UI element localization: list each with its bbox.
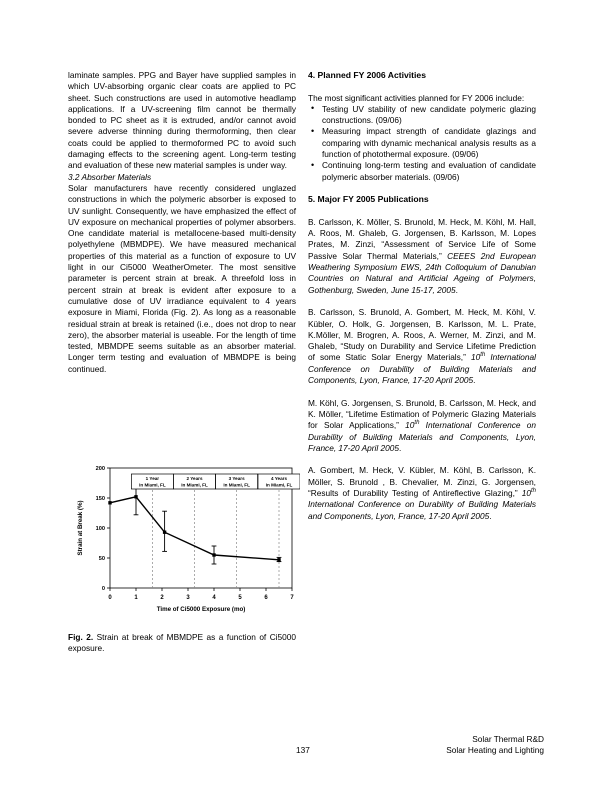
publication-authors-title: A. Gombert, M. Heck, V. Kübler, M. Köhl, B. Carlsson, K. Möller, S. Brunold , B. Chevalier, M. Zinzi, G. Jorgensen, “Results of Durability Testing of Antireflective Glazing,” — [308, 465, 536, 498]
figure-caption-label: Fig. 2. — [68, 632, 94, 642]
publication-edition-number: 10 — [470, 352, 481, 363]
publication-edition-number: 10 — [405, 420, 415, 431]
footer-line-2: Solar Heating and Lighting — [446, 745, 544, 756]
publication-authors-title: M. Köhl, G. Jorgensen, S. Brunold, B. Carlsson, M. Heck, and K. Möller, “Lifetime Estimation of Polymeric Glazing Materials for Solar Applications,” — [308, 397, 536, 431]
publication-venue: International Conference on Durability of Building Materials and Components, Lyon, France, 17-20 April 2005 — [308, 352, 536, 386]
publication-tail: . — [399, 442, 402, 453]
publication-venue: CEEES 2nd European Weathering Symposium EWS, 24th Colloquium of Danubian Countries on Natural and Artificial Ageing of Polymers, Gothenburg, Sweden, June 15-17, 2005 — [308, 250, 536, 295]
publication-entry — [308, 398, 536, 454]
spacer — [308, 454, 536, 465]
publication-tail: . — [455, 284, 458, 295]
publications-list — [308, 217, 536, 522]
chart-data-point — [277, 558, 280, 561]
chart-x-tick-label: 1 — [134, 595, 138, 601]
publication-edition-suffix: th — [530, 488, 536, 495]
chart-x-tick-label: 3 — [186, 595, 190, 601]
chart-annotation-line-2: in Miami, FL — [223, 482, 250, 488]
chart-y-tick-label: 150 — [95, 496, 105, 503]
page-footer — [0, 734, 612, 775]
chart-y-tick-label: 200 — [95, 466, 105, 473]
publication-tail: . — [473, 375, 476, 386]
planned-activities-list — [308, 104, 536, 183]
chart-annotation-line-1: 1 Year — [145, 476, 160, 482]
spacer — [308, 81, 536, 92]
figure-caption-text: Strain at break of MBMDPE as a function of Ci5000 exposure. — [68, 632, 296, 654]
chart-x-tick-label: 5 — [238, 595, 242, 601]
figure-2 — [68, 458, 300, 655]
chart-y-tick-label: 0 — [101, 586, 105, 593]
chart-x-tick-label: 7 — [290, 595, 294, 601]
chart-strain-at-break — [68, 458, 300, 626]
publication-authors-title: B. Carlsson, K. Möller, S. Brunold, M. Heck, M. Köhl, M. Hall, A. Roos, M. Ghaleb, G. Jorgensen, B. Karlsson, M. Lopes Prates, M. Zinzi, “Assessment of Service Life of Some Passive Solar Thermal Materials,” — [308, 216, 536, 261]
chart-x-tick-label: 0 — [108, 595, 112, 601]
left-column — [68, 70, 296, 375]
continued-paragraph: laminate samples. PPG and Bayer have supplied samples in which UV-absorbing organic clear coats are applied to PC sheet. Such constructions are used in automotive headlamp applications. If a UV-screening film cannot be thermally bonded to PC sheet as it is extruded, and/or cannot avoid severe adverse thinning during thermoforming, then clear coats could be applied to thermoformed PC to avoid such damaging effects to the screening agent. Long-term testing and evaluation of these new material samples is under way. — [68, 70, 296, 171]
footer-line-1: Solar Thermal R&D — [472, 734, 544, 744]
publication-venue: International Conference on Durability of Building Materials and Components, Lyon, France, 17-20 April 2005 — [308, 499, 536, 521]
bullet-dot-icon: • — [311, 103, 315, 114]
chart-y-tick-label: 50 — [98, 556, 105, 563]
list-item-label: Continuing long-term testing and evaluation of candidate polymeric absorber materials. (09/06) — [322, 160, 536, 182]
list-item — [308, 126, 536, 160]
publication-entry — [308, 307, 536, 386]
spacer — [308, 206, 536, 217]
chart-annotation-line-2: in Miami, FL — [265, 482, 293, 488]
publication-edition-suffix: th — [480, 352, 486, 359]
chart-annotation-line-1: 3 Years — [228, 476, 245, 482]
publication-tail: . — [489, 510, 492, 521]
publication-entry — [308, 465, 536, 521]
chart-annotation-line-2: in Miami, FL — [181, 482, 208, 488]
publication-edition-number: 10 — [521, 487, 531, 498]
spacer — [308, 183, 536, 194]
list-item-label: Testing UV stability of new candidate polymeric glazing constructions. (09/06) — [322, 103, 536, 126]
list-item-label: Measuring impact strength of candidate glazings and comparing with dynamic mechanical analysis results as a function of photothermal exposure. (09/06) — [322, 126, 536, 160]
figure-caption — [68, 632, 296, 655]
spacer — [308, 386, 536, 397]
section-heading-planned-activities: 4. Planned FY 2006 Activities — [308, 70, 426, 80]
spacer — [308, 296, 536, 307]
bullet-dot-icon: • — [311, 125, 315, 136]
absorber-materials-paragraph: Solar manufacturers have recently considered unglazed constructions in which the polymeric absorber is exposed to UV sunlight. Consequently, we have emphasized the effect of UV exposure on mechanical properties of polymer absorbers. One candidate material is metallocene-based multi-density polyethylene (MBMDPE). We have measured mechanical properties of this material as a function of exposure to UV light in our Ci5000 WeatherOmeter. The most sensitive parameter is percent strain at break. A threefold loss in percent strain at break is evident after exposure to a cumulative dose of UV irradiance equivalent to 4 years exposure in Miami, Florida (Fig. 2). As long as a reasonable residual strain at break is retained (i.e., does not drop to near zero), the absorber material is useable. For the length of time tested, MBMDPE seems suitable as an absorber material. Longer term testing and evaluation of MBMDPE is being continued. — [68, 182, 296, 374]
chart-x-tick-label: 4 — [212, 595, 216, 601]
footer-program-info — [446, 734, 544, 757]
chart-x-tick-label: 2 — [160, 595, 164, 601]
chart-x-tick-label: 6 — [264, 595, 268, 601]
chart-x-axis-label: Time of Ci5000 Exposure (mo) — [156, 606, 246, 613]
chart-data-point — [163, 531, 166, 534]
right-column — [308, 70, 536, 522]
chart-data-point — [134, 495, 137, 498]
publication-edition-suffix: th — [414, 420, 420, 427]
chart-annotation-line-1: 4 Years — [270, 476, 288, 482]
list-item — [308, 160, 536, 183]
bullet-dot-icon: • — [311, 159, 315, 170]
chart-annotation-line-2: in Miami, FL — [139, 482, 166, 488]
chart-data-point — [108, 501, 111, 504]
chart-data-point — [212, 553, 215, 556]
chart-svg — [68, 458, 300, 626]
publication-venue: International Conference on Durability of Building Materials and Components, Lyon, France, 17-20 April 2005 — [308, 420, 536, 453]
publication-authors-title: B. Carlsson, S. Brunold, A. Gombert, M. Heck, M. Köhl, V. Kübler, O. Holk, G. Jorgensen, B. Karlsson, M. L. Prate, K.Möller, M. Brogren, A. Roos, A. Werner, M. Zinzi, and M. Ghaleb, “Study on Durability and Service Lifetime Prediction of some Static Solar Energy Materials,” — [308, 307, 536, 363]
subsection-heading-absorber-materials: 3.2 Absorber Materials — [68, 171, 152, 182]
publication-entry — [308, 217, 536, 296]
chart-annotation-line-1: 2 Years — [186, 476, 203, 482]
list-item — [308, 104, 536, 127]
section4-intro: The most significant activities planned for FY 2006 include: — [308, 92, 525, 103]
page-number: 137 — [296, 745, 310, 755]
chart-y-tick-label: 100 — [95, 526, 105, 533]
section-heading-publications: 5. Major FY 2005 Publications — [308, 194, 429, 205]
chart-y-axis-label: Strain at Break (%) — [77, 500, 84, 556]
